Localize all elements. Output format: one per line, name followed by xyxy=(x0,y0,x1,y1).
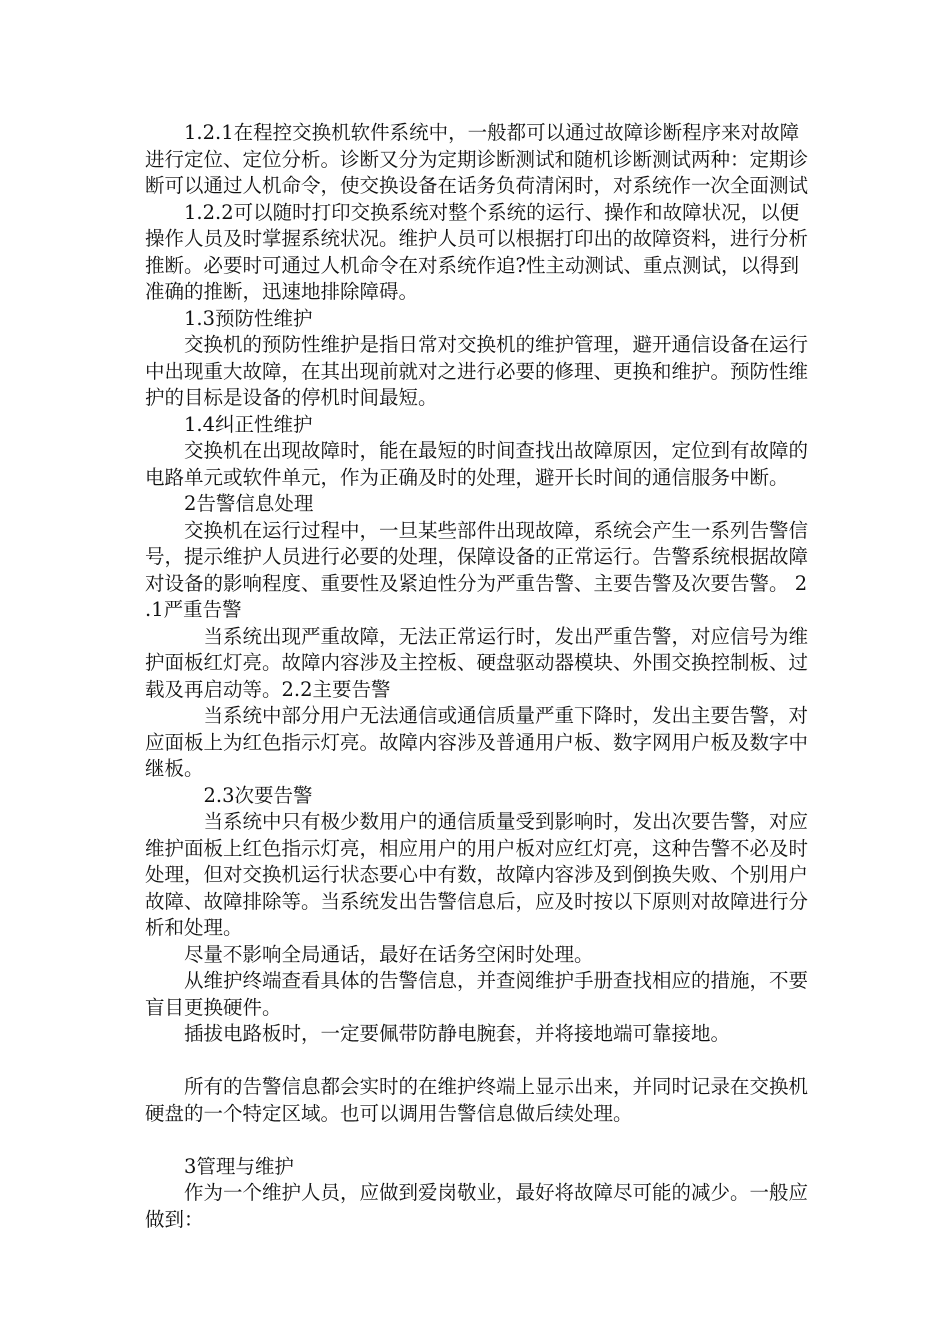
paragraph-1-2-1: 1.2.1在程控交换机软件系统中，一般都可以通过故障诊断程序来对故障进行定位、定位分析。诊断又分为定期诊断测试和随机诊断测试两种：定期诊断可以通过人机命令，使交换设备在话务负荷清闲时，对系统作一次全面测试 xyxy=(145,121,809,197)
blank-line xyxy=(145,1127,813,1154)
heading-1-3: 1.3预防性维护 xyxy=(184,306,313,330)
document-page xyxy=(145,120,813,1233)
paragraph-alarm-display: 所有的告警信息都会实时的在维护终端上显示出来，并同时记录在交换机硬盘的一个特定区域。也可以调用告警信息做后续处理。 xyxy=(145,1075,809,1125)
paragraph-principle-1: 尽量不影响全局通话，最好在话务空闲时处理。 xyxy=(184,942,594,966)
paragraph-minor-alarm: 当系统中只有极少数用户的通信质量受到影响时，发出次要告警，对应维护面板上红色指示灯亮，相应用户的用户板对应红灯亮，这种告警不必及时处理，但对交换机运行状态要心中有数，故障内容涉及到倒换失败、个别用户故障、故障排除等。当系统发出告警信息后，应及时按以下原则对故障进行分析和处理。 xyxy=(145,810,809,939)
paragraph-1-2-2: 1.2.2可以随时打印交换系统对整个系统的运行、操作和故障状况，以便操作人员及时掌握系统状况。维护人员可以根据打印出的故障资料，进行分析推断。必要时可通过人机命令在对系统作追?性主动测试、重点测试，以得到准确的推断，迅速地排除障碍。 xyxy=(145,200,809,303)
heading-3: 3管理与维护 xyxy=(184,1154,294,1178)
heading-2: 2告警信息处理 xyxy=(184,492,314,515)
paragraph-critical-alarm: 当系统出现严重故障，无法正常运行时，发出严重告警，对应信号为维护面板红灯亮。故障内容涉及主控板、硬盘驱动器模块、外围交换控制板、过载及再启动等。2.2主要告警 xyxy=(145,624,809,701)
heading-1-4: 1.4纠正性维护 xyxy=(184,412,313,436)
paragraph-principle-2: 从维护终端查看具体的告警信息，并查阅维护手册查找相应的措施，不要盲目更换硬件。 xyxy=(145,969,809,1019)
paragraph-principle-3: 插拔电路板时，一定要佩带防静电腕套，并将接地端可靠接地。 xyxy=(184,1022,731,1045)
heading-2-3: 2.3次要告警 xyxy=(203,783,313,807)
paragraph-management: 作为一个维护人员，应做到爱岗敬业，最好将故障尽可能的减少。一般应做到： xyxy=(145,1181,809,1231)
paragraph-corrective-maintenance: 交换机在出现故障时，能在最短的时间查找出故障原因，定位到有故障的电路单元或软件单元，作为正确及时的处理，避开长时间的通信服务中断。 xyxy=(145,439,809,489)
blank-line xyxy=(145,1048,813,1075)
paragraph-preventive-maintenance: 交换机的预防性维护是指日常对交换机的维护管理，避开通信设备在运行中出现重大故障，在其出现前就对之进行必要的修理、更换和维护。预防性维护的目标是设备的停机时间最短。 xyxy=(145,333,809,409)
paragraph-major-alarm: 当系统中部分用户无法通信或通信质量严重下降时，发出主要告警，对应面板上为红色指示灯亮。故障内容涉及普通用户板、数字网用户板及数字中继板。 xyxy=(145,704,809,780)
paragraph-alarm-processing: 交换机在运行过程中，一旦某些部件出现故障，系统会产生一系列告警信号，提示维护人员进行必要的处理，保障设备的正常运行。告警系统根据故障对设备的影响程度、重要性及紧迫性分为严重告警、主要告警及次要告警。 2.1严重告警 xyxy=(145,518,809,621)
